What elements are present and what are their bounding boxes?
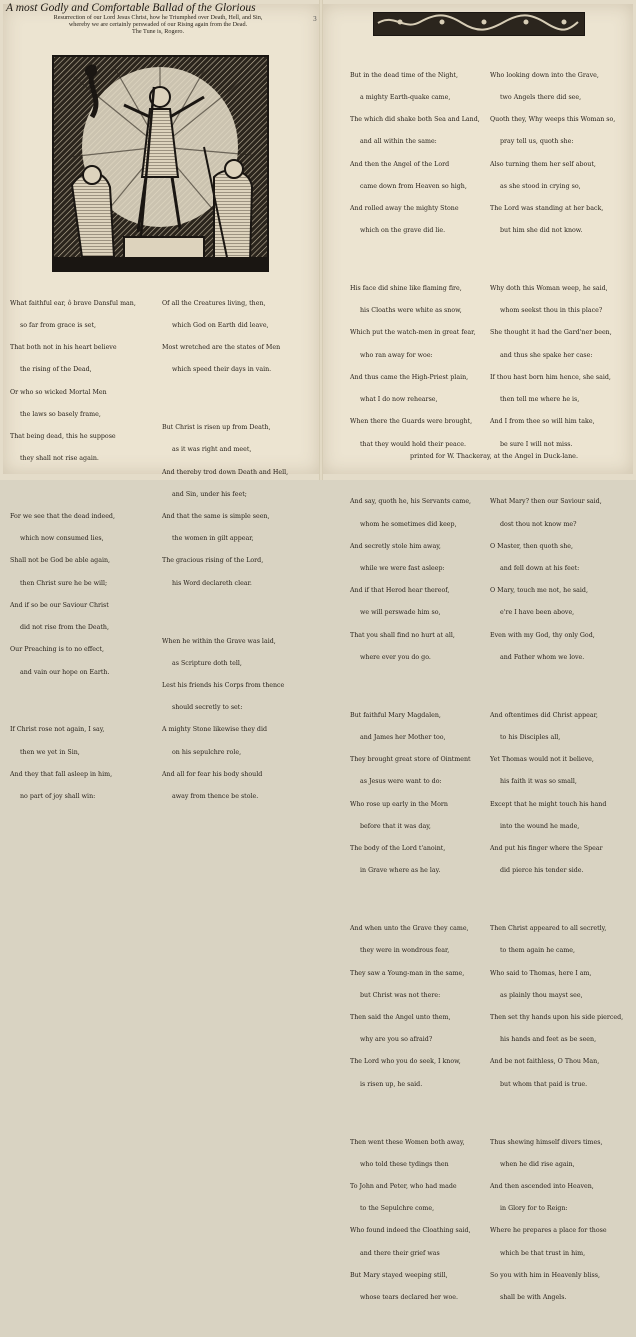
- verse-line: pray tell us, quoth she:: [500, 138, 574, 146]
- left-column-2: [162, 270, 288, 836]
- verse-line: The body of the Lord t'anoint,: [350, 845, 446, 853]
- verse-line: whom he sometimes did keep,: [360, 520, 457, 528]
- stanza: [490, 1124, 623, 1317]
- verse-line: Then set thy hands upon his side pierced,: [490, 1014, 624, 1021]
- left-column-1: [10, 270, 136, 836]
- verse-line: That you shall find no hurt at all,: [350, 631, 455, 639]
- verse-line: And thus came the High-Priest plain,: [350, 373, 469, 381]
- verse-line: his hands and feet as be seen,: [500, 1036, 597, 1044]
- verse-line: e're I have been above,: [500, 609, 575, 617]
- verse-line: who ran away for woe:: [360, 351, 433, 359]
- verse-line: and there their grief was: [360, 1249, 440, 1257]
- verse-line: They brought great store of Ointment: [350, 756, 471, 764]
- ballad-subtitle: [8, 14, 308, 35]
- verse-line: whom seekst thou in this place?: [500, 307, 603, 315]
- verse-line: on his sepulchre role,: [172, 748, 242, 756]
- verse-line: The gracious rising of the Lord,: [162, 557, 264, 565]
- verse-line: they shall not rise again.: [20, 455, 99, 463]
- verse-line: as Scripture doth tell,: [172, 659, 242, 667]
- verse-line: If thou hast born him hence, she said,: [490, 373, 611, 381]
- subtitle-line: Resurrection of our Lord Jesus Christ, how he Triumphed over Death, Hell, and Sin,: [53, 14, 263, 21]
- stanza: [350, 57, 480, 250]
- verse-line: So you with him in Heavenly bliss,: [490, 1271, 601, 1279]
- verse-line: who told these tydings then: [360, 1160, 449, 1168]
- verse-line: no part of joy shall win:: [20, 793, 96, 801]
- verse-line: when he did rise again,: [500, 1160, 575, 1168]
- verse-line: is risen up, he said.: [360, 1080, 423, 1088]
- verse-line: did not rise from the Death,: [20, 624, 109, 632]
- verse-line: Lest his friends his Corps from thence: [162, 681, 285, 689]
- verse-line: Who found indeed the Cloathing said,: [350, 1227, 471, 1235]
- verse-line: they were in wondrous fear,: [360, 947, 450, 955]
- verse-line: O Mary, touch me not, he said,: [490, 587, 588, 595]
- stanza: [350, 697, 480, 890]
- woodcut-illustration: [54, 57, 267, 270]
- verse-line: Who said to Thomas, here I am,: [490, 969, 592, 977]
- verse-line: Who looking down into the Grave,: [490, 71, 599, 79]
- verse-line: which speed their days in vain.: [172, 366, 272, 374]
- verse-line: Then Christ appeared to all secretly,: [490, 925, 607, 933]
- verse-line: and fell down at his feet:: [500, 565, 580, 573]
- verse-line: And all for fear his body should: [162, 770, 263, 778]
- verse-line: Or who so wicked Mortal Men: [10, 388, 107, 396]
- verse-line: And then ascended into Heaven,: [490, 1182, 594, 1190]
- verse-line: Then said the Angel unto them,: [350, 1014, 451, 1021]
- page-number: 3: [313, 16, 317, 23]
- verse-line: why are you so afraid?: [360, 1036, 433, 1044]
- verse-line: what I do now rehearse,: [360, 396, 438, 404]
- stanza: [350, 1124, 480, 1317]
- verse-line: the rising of the Dead,: [20, 366, 92, 374]
- stanza: [490, 697, 623, 890]
- verse-line: Most wretched are the states of Men: [162, 344, 281, 352]
- verse-line: And secretly stole him away,: [350, 542, 441, 550]
- verse-line: and James her Mother too,: [360, 733, 446, 741]
- verse-line: the women in gilt appear,: [172, 535, 254, 543]
- verse-line: be sure I will not miss.: [500, 440, 573, 448]
- verse-line: The which did shake both Sea and Land,: [350, 116, 480, 124]
- verse-line: And that the same is simple seen,: [162, 513, 270, 520]
- resurrection-woodcut: [52, 55, 269, 272]
- right-column-1: [350, 42, 480, 1337]
- verse-line: we will perswade him so,: [360, 609, 441, 617]
- stanza: [162, 623, 288, 816]
- verse-line: The Lord who you do seek, I know,: [350, 1058, 461, 1066]
- ornament-pattern: [374, 13, 581, 32]
- verse-line: Of all the Creatures living, then,: [162, 299, 266, 307]
- verse-line: then we yet in Sin,: [20, 748, 80, 756]
- verse-line: Shall not be God be able again,: [10, 557, 111, 565]
- verse-line: to them again he came,: [500, 947, 575, 955]
- verse-line: And they that fall asleep in him,: [10, 770, 113, 778]
- verse-line: which be that trust in him,: [500, 1249, 586, 1257]
- subtitle-line: The Tune is, Rogero.: [131, 28, 185, 35]
- verse-line: then Christ sure he be will;: [20, 579, 108, 587]
- verse-line: And if so be our Saviour Christ: [10, 601, 109, 609]
- subtitle-line: whereby we are certainly perswaded of our Rising again from the Dead.: [68, 21, 248, 28]
- verse-line: To John and Peter, who had made: [350, 1182, 457, 1190]
- verse-line: But faithful Mary Magdalen,: [350, 711, 441, 719]
- verse-line: But in the dead time of the Night,: [350, 71, 458, 79]
- stanza: [350, 910, 480, 1103]
- verse-line: did pierce his tender side.: [500, 867, 584, 875]
- verse-line: before that it was day,: [360, 822, 431, 830]
- verse-line: Which put the watch-men in great fear,: [350, 329, 476, 337]
- verse-line: away from thence be stole.: [172, 793, 259, 801]
- verse-line: should secretly to set:: [172, 704, 243, 712]
- verse-line: What Mary? then our Saviour said,: [490, 498, 602, 506]
- verse-line: For we see that the dead indeed,: [10, 513, 115, 520]
- verse-line: but him she did not know.: [500, 227, 583, 235]
- verse-line: where ever you do go.: [360, 653, 431, 661]
- verse-line: and Father whom we love.: [500, 653, 585, 661]
- verse-line: which God on Earth did leave,: [172, 321, 269, 329]
- verse-line: And thereby trod down Death and Hell,: [162, 468, 289, 476]
- verse-line: the laws so basely frame,: [20, 410, 101, 418]
- right-column-2: [490, 42, 623, 1337]
- verse-line: Who rose up early in the Morn: [350, 800, 448, 808]
- verse-line: but Christ was not there:: [360, 991, 441, 999]
- verse-line: which now consumed lies,: [20, 535, 104, 543]
- verse-line: Where he prepares a place for those: [490, 1227, 607, 1235]
- verse-line: Yet Thomas would not it believe,: [490, 756, 594, 764]
- verse-line: And when unto the Grave they came,: [350, 925, 469, 933]
- verse-line: His face did shine like flaming fire,: [350, 285, 462, 292]
- verse-line: and Sin, under his feet;: [172, 490, 247, 498]
- verse-line: If Christ rose not again, I say,: [10, 726, 105, 734]
- verse-line: And say, quoth he, his Servants came,: [350, 498, 472, 506]
- verse-line: And rolled away the mighty Stone: [350, 204, 459, 212]
- verse-line: in Glory for to Reign:: [500, 1205, 568, 1213]
- ballad-title: A most Godly and Comfortable Ballad of the Glorious: [6, 2, 256, 14]
- verse-line: They saw a Young-man in the same,: [350, 969, 465, 977]
- verse-line: She thought it had the Gard'ner been,: [490, 329, 612, 337]
- page-gutter: [319, 0, 323, 480]
- verse-line: Then went these Women both away,: [350, 1138, 465, 1146]
- verse-line: When he within the Grave was laid,: [162, 637, 276, 645]
- verse-line: Even with my God, thy only God,: [490, 631, 595, 639]
- verse-line: Except that he might touch his hand: [490, 800, 607, 808]
- verse-line: and vain our hope on Earth.: [20, 668, 110, 676]
- stanza: [490, 57, 623, 250]
- verse-line: dost thou not know me?: [500, 520, 577, 528]
- verse-line: to the Sepulchre come,: [360, 1205, 435, 1213]
- printer-imprint: printed for W. Thackeray, at the Angel in Duck-lane.: [410, 452, 578, 460]
- verse-line: so far from grace is set,: [20, 321, 97, 329]
- verse-line: his Cloaths were white as snow,: [360, 307, 462, 315]
- verse-line: which on the grave did lie.: [360, 227, 446, 235]
- stanza: [162, 409, 288, 602]
- verse-line: What faithful ear, ô brave Dansful man,: [10, 299, 136, 307]
- stanza: [490, 910, 623, 1103]
- verse-line: That being dead, this he suppose: [10, 432, 116, 440]
- verse-line: And I from thee so will him take,: [490, 418, 595, 426]
- verse-line: A mighty Stone likewise they did: [162, 726, 268, 734]
- verse-line: And be not faithless, O Thou Man,: [490, 1058, 600, 1066]
- verse-line: Thus shewing himself divers times,: [490, 1138, 603, 1146]
- verse-line: into the wound he made,: [500, 822, 580, 830]
- verse-line: came down from Heaven so high,: [360, 182, 467, 190]
- verse-line: But Christ is risen up from Death,: [162, 424, 271, 432]
- verse-line: Also turning them her self about,: [490, 160, 596, 168]
- verse-line: as she stood in crying so,: [500, 182, 581, 190]
- stanza: [350, 484, 480, 677]
- verse-line: then tell me where he is,: [500, 396, 580, 404]
- verse-line: and all within the same:: [360, 138, 437, 146]
- verse-line: but whom that paid is true.: [500, 1080, 588, 1088]
- stanza: [490, 270, 623, 463]
- verse-line: Why doth this Woman weep, he said,: [490, 285, 608, 292]
- verse-line: whose tears declared her woe.: [360, 1294, 458, 1302]
- verse-line: to his Disciples all,: [500, 733, 561, 741]
- verse-line: shall be with Angels.: [500, 1294, 567, 1302]
- verse-line: And if that Herod hear thereof,: [350, 587, 450, 595]
- stanza: [10, 712, 136, 816]
- stanza: [162, 285, 288, 389]
- verse-line: Quoth they, Why weeps this Woman so,: [490, 116, 616, 124]
- stanza: [350, 270, 480, 463]
- verse-line: two Angels there did see,: [500, 93, 582, 101]
- verse-line: a mighty Earth-quake came,: [360, 93, 451, 101]
- verse-line: And put his finger where the Spear: [490, 845, 603, 853]
- verse-line: while we were fast asleep:: [360, 565, 445, 573]
- stanza: [10, 285, 136, 478]
- stanza: [10, 498, 136, 691]
- verse-line: But Mary stayed weeping still,: [350, 1271, 448, 1279]
- verse-line: as it was right and meet,: [172, 446, 252, 454]
- verse-line: Our Preaching is to no effect,: [10, 646, 105, 654]
- verse-line: as Jesus were want to do:: [360, 778, 442, 786]
- decorative-ornament-band: [373, 12, 585, 36]
- verse-line: in Grave where as he lay.: [360, 867, 441, 875]
- verse-line: The Lord was standing at her back,: [490, 204, 604, 212]
- verse-line: his Word declareth clear.: [172, 579, 252, 587]
- verse-line: his faith it was so small,: [500, 778, 577, 786]
- verse-line: And then the Angel of the Lord: [350, 160, 450, 168]
- verse-line: as plainly thou mayst see,: [500, 991, 583, 999]
- verse-line: that they would hold their peace.: [360, 440, 467, 448]
- verse-line: That both not in his heart believe: [10, 344, 117, 352]
- stanza: [490, 484, 623, 677]
- verse-line: When there the Guards were brought,: [350, 418, 473, 426]
- verse-line: And oftentimes did Christ appear,: [490, 711, 598, 719]
- verse-line: O Master, then quoth she,: [490, 542, 574, 550]
- verse-line: and thus she spake her case:: [500, 351, 593, 359]
